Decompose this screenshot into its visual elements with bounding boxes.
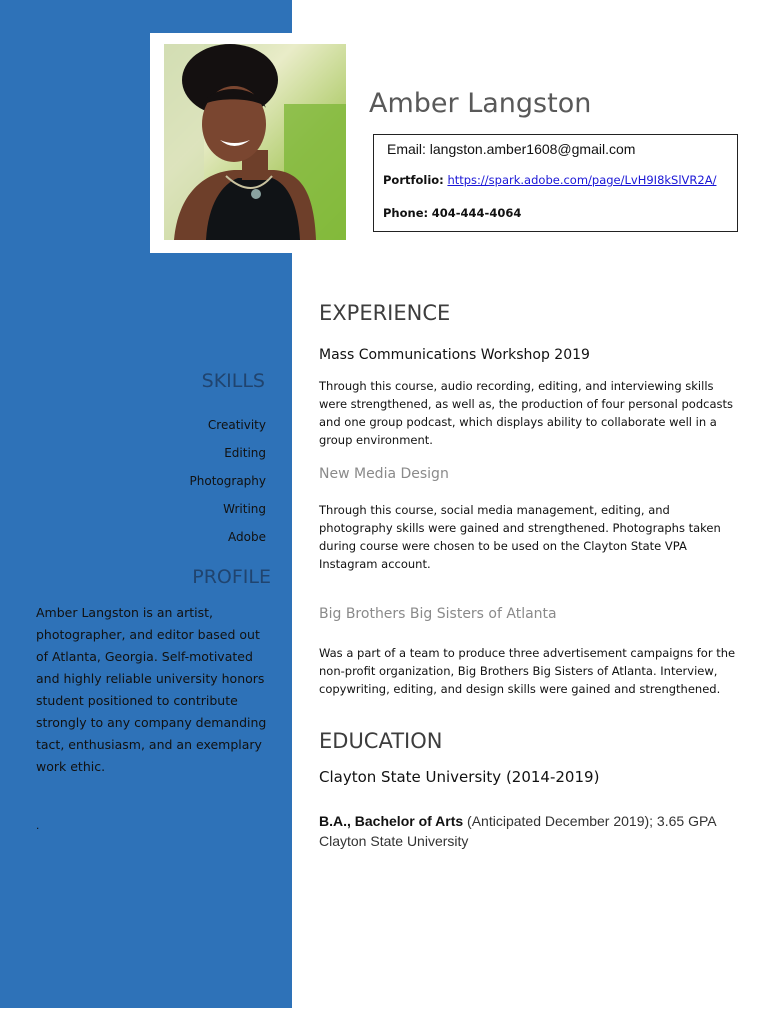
portfolio-label: Portfolio: xyxy=(383,173,444,187)
degree-detail: (Anticipated December 2019); 3.65 GPA xyxy=(463,813,717,829)
skill-item: Adobe xyxy=(228,530,266,544)
experience-description: Through this course, audio recording, editing, and interviewing skills were strengthened, as well as, the production of four personal podcasts and one group podcast, which displays ability to collaborate well in a group environment. xyxy=(319,379,733,447)
education-heading: EDUCATION xyxy=(319,729,443,753)
skills-list xyxy=(190,418,266,558)
contact-phone xyxy=(383,206,521,220)
skill-item: Editing xyxy=(224,446,266,460)
experience-title: Big Brothers Big Sisters of Atlanta xyxy=(319,606,557,622)
skill-item: Writing xyxy=(223,502,266,516)
trailing-mark: . xyxy=(36,818,40,832)
contact-portfolio xyxy=(383,173,716,187)
phone-label: Phone: xyxy=(383,206,429,220)
contact-box xyxy=(373,134,738,232)
portfolio-link[interactable]: https://spark.adobe.com/page/LvH9I8kSlVR2A/ xyxy=(447,173,717,187)
degree-school: Clayton State University xyxy=(319,833,469,849)
candidate-name: Amber Langston xyxy=(369,88,592,119)
degree-name: B.A., Bachelor of Arts xyxy=(319,813,464,829)
experience-title: New Media Design xyxy=(319,466,449,482)
skill-item: Creativity xyxy=(207,418,266,432)
portrait-illustration xyxy=(164,44,346,240)
contact-email[interactable]: Email: langston.amber1608@gmail.com xyxy=(387,141,636,157)
experience-description: Was a part of a team to produce three advertisement campaigns for the non-profit organization, Big Brothers Big Sisters of Atlanta. Interview, copywriting, editing, and design skills were gained and strengthened. xyxy=(319,646,736,696)
experience-title: Mass Communications Workshop 2019 xyxy=(319,347,590,363)
skill-item: Photography xyxy=(189,474,266,488)
profile-text: Amber Langston is an artist, photographer, and editor based out of Atlanta, Georgia. Self-motivated and highly reliable university honors student positioned to contribute strongly to any company demanding tact, enthusiasm, and an exemplary work ethic. xyxy=(36,605,267,774)
experience-description: Through this course, social media management, editing, and photography skills were gained and strengthened. Photographs taken during course were chosen to be used on the Clayton State VPA Instagram account. xyxy=(319,503,721,571)
experience-heading: EXPERIENCE xyxy=(319,301,451,325)
skills-heading: SKILLS xyxy=(201,370,265,392)
profile-photo-frame xyxy=(150,33,348,253)
profile-photo xyxy=(164,44,346,240)
education-school: Clayton State University (2014-2019) xyxy=(319,768,600,786)
degree-info xyxy=(319,811,749,851)
profile-heading: PROFILE xyxy=(192,566,271,588)
phone-value: 404-444-4064 xyxy=(431,206,522,220)
